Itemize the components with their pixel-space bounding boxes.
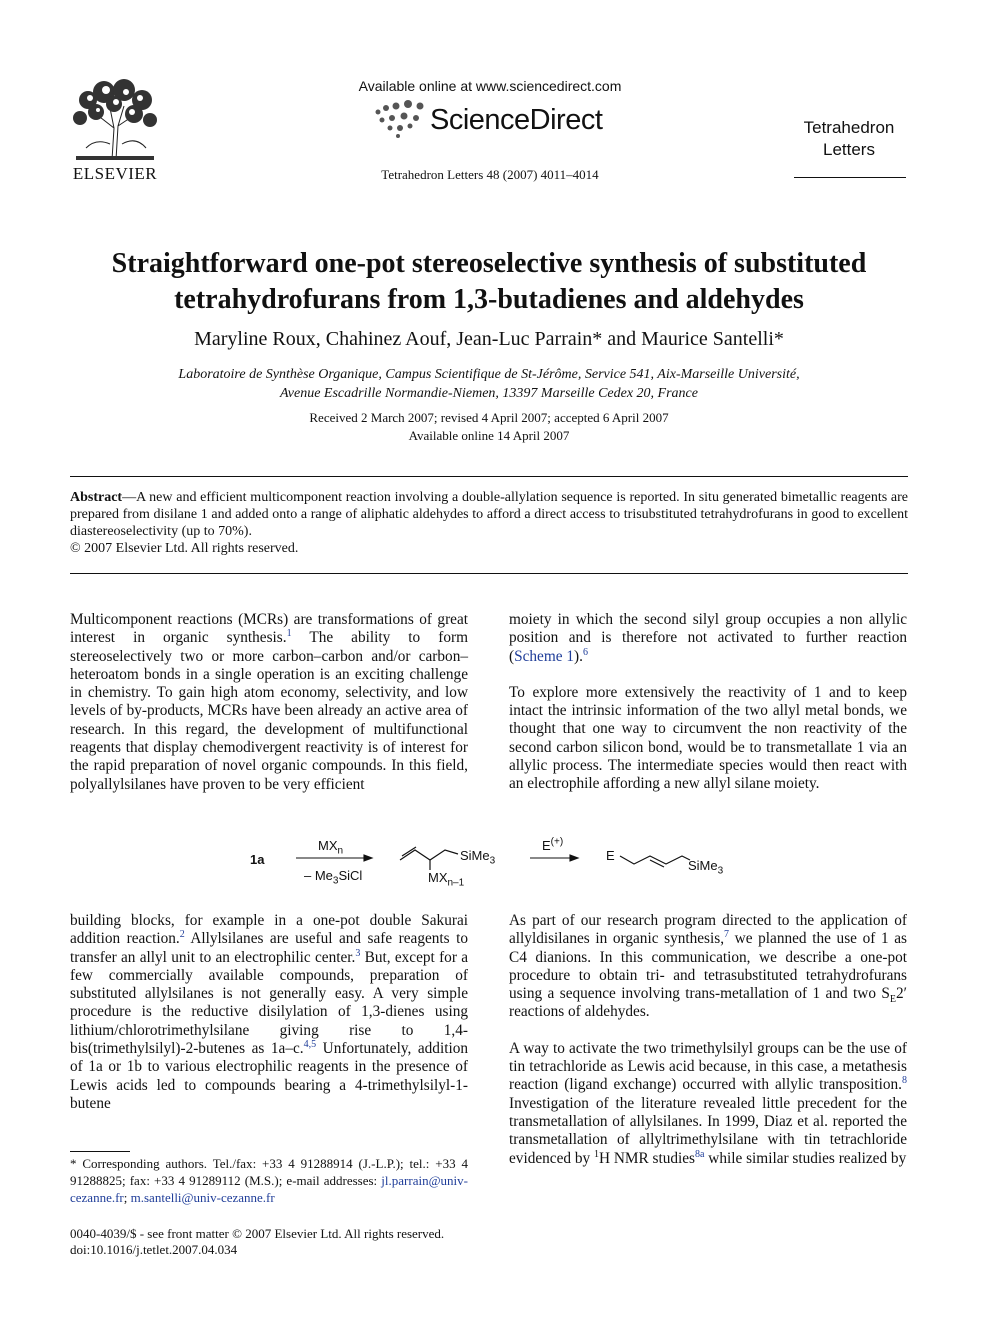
received-dates: Received 2 March 2007; revised 4 April 2007; accepted 6 April 2007: [309, 410, 669, 425]
abstract-copyright: © 2007 Elsevier Ltd. All rights reserved.: [70, 541, 299, 556]
left-column-top: [70, 611, 468, 812]
email-link-parrain[interactable]: jl.parrain@univ-cezanne.fr: [70, 1173, 468, 1205]
allyl-text-b: Allylsilanes are useful and safe reagents to transfer an allyl unit to an electrophilic center.: [70, 930, 469, 966]
abstract-text: —A new and efficient multicomponent reaction involving a double-allylation sequence is reported. In situ generated bimetallic reagents are prepared from disilane 1 and added onto a range of aliphatic aldehydes to afford a direct access to trisubstituted tetrahydrofurans in good to excellent diastereoselectivity (up to 70%).: [70, 490, 908, 539]
elsevier-logo: [66, 78, 164, 183]
affiliation: [70, 365, 908, 403]
research-text-c: 2′ reactions of aldehydes.: [509, 985, 907, 1021]
intro-text: Multicomponent reactions (MCRs) are transformations of great interest in organic synthesis.: [70, 611, 468, 647]
activate-text-b: Investigation of the literature revealed little precedent for the transmetallation of allylsilanes. In 1999, Diaz et al. reported the transmetallation of allyltrimethylsilane with tin tetrachloride evidenced by: [509, 1094, 907, 1167]
email-link-santelli[interactable]: m.santelli@univ-cezanne.fr: [130, 1190, 275, 1205]
paragraph-activate: [509, 1040, 907, 1168]
article-dates: [70, 409, 908, 445]
affiliation-line1: Laboratoire de Synthèse Organique, Campus Scientifique de St-Jérôme, Service 541, Aix-Marseille Université,: [178, 367, 800, 382]
activate-text-d: while similar studies realized by: [704, 1149, 907, 1167]
sciencedirect-dots-icon: [370, 98, 430, 144]
available-online[interactable]: Available online at www.sciencedirect.com: [358, 78, 622, 94]
paragraph-explore: To explore more extensively the reactivity of 1 and to keep intact the intrinsic information of the two allyl metal bonds, we thought that one way to circumvent the non reactivity of the second carbon silicon bond, would be to transmetallate 1 via an allylic process. The intermediate species would then react with an electrophile affording a new allyl silane moiety.: [509, 683, 907, 793]
paragraph-moiety: [509, 611, 907, 666]
scheme-1: [230, 830, 790, 890]
paragraph-allylsilanes: [70, 912, 468, 1113]
scheme-e-label: E: [606, 848, 615, 863]
elsevier-tree-icon: [66, 78, 164, 162]
article-title: [70, 246, 908, 318]
activate-text-c: H NMR studies: [598, 1149, 695, 1167]
front-matter: [70, 1226, 490, 1258]
research-text-b: we planned the use of 1 as C4 dianions. In this communication, we describe a one-pot procedure to obtain tri- and tetrasubstituted tetrahydrofurans using a sequence involving trans-metallation of 1 and two S: [509, 930, 907, 1003]
issn-line: 0040-4039/$ - see front matter © 2007 Elsevier Ltd. All rights reserved.: [70, 1226, 445, 1241]
paragraph-research: [509, 912, 907, 1022]
product-structure: [620, 856, 690, 867]
sciencedirect-wordmark: ScienceDirect: [430, 104, 603, 136]
ref-link-1[interactable]: 1: [286, 628, 292, 640]
research-text-a: As part of our research program directed to the application of allyldisilanes in organic synthesis,: [509, 912, 907, 948]
right-column-bottom: [509, 912, 907, 1186]
doi-line[interactable]: doi:10.1016/j.tetlet.2007.04.034: [70, 1242, 238, 1257]
ref-link-8[interactable]: 8: [902, 1075, 907, 1087]
abstract-bottom-rule: [70, 573, 908, 574]
journal-divider: [794, 177, 906, 178]
ref-link-7[interactable]: 7: [724, 929, 730, 941]
moiety-text: moiety in which the second silyl group occupies a non allylic position and is therefore not activated to further reaction (: [509, 611, 907, 665]
abstract-top-rule: [70, 476, 908, 477]
arrow-1-head: [364, 855, 372, 861]
allyl-text-d: Unfortunately, addition of 1a or 1b to various electrophilic reagents in the presence of Lewis acids led to compounds bearing a 4-trimethylsilyl-1-butene: [70, 1040, 469, 1112]
corresponding-footnote: [70, 1155, 468, 1206]
abstract-label: Abstract: [70, 490, 123, 505]
ref-link-6[interactable]: 6: [582, 646, 588, 658]
authors: Maryline Roux, Chahinez Aouf, Jean-Luc Parrain* and Maurice Santelli*: [194, 328, 784, 350]
right-column-top: [509, 611, 907, 812]
email-separator: ;: [123, 1190, 131, 1205]
ref-link-8a[interactable]: 8a: [695, 1148, 705, 1160]
scheme-sime3-2: SiMe$_3$: [688, 858, 724, 877]
ref-link-3[interactable]: 3: [355, 947, 361, 959]
footnote-rule: [70, 1151, 130, 1152]
abstract: [70, 489, 908, 557]
allyl-text-c: But, except for a few commercially available compounds, preparation of substituted allylsilanes is not generally easy. A very simple procedure is the reductive disilylation of 1,3-dienes using lithium/chlorotrimethylsilane giving rise to 1,4-bis(trimethylsilyl)-2-butenes as 1a–c.: [70, 948, 468, 1058]
journal-name-line2: Letters: [823, 140, 875, 159]
affiliation-line2: Avenue Escadrille Normandie-Niemen, 13397 Marseille Cedex 20, France: [280, 386, 698, 401]
scheme-byproduct: – $Me_3SiCl$: [304, 868, 363, 887]
available-date: Available online 14 April 2007: [408, 428, 570, 443]
title-line2: tetrahydrofurans from 1,3-butadienes and aldehydes: [174, 284, 804, 315]
title-line1: Straightforward one-pot stereoselective synthesis of substituted: [111, 248, 867, 279]
scheme-link[interactable]: Scheme 1: [514, 647, 575, 665]
scheme-mx: $MX_{n-1}$: [428, 870, 465, 889]
journal-name: [790, 117, 908, 161]
ref-link-2[interactable]: 2: [179, 929, 185, 941]
allyl-text-a: building blocks, for example in a one-pot double Sakurai addition reaction.: [70, 912, 468, 948]
ref-link-4-5[interactable]: 4,5: [303, 1038, 317, 1050]
scheme-reagent-2: E(+): [542, 836, 564, 853]
activate-text-a: A way to activate the two trimethylsilyl groups can be the use of tin tetrachloride as Lewis acid because, in this case, a metathesis reaction (ligand exchange) occurred with allylic transposition.: [509, 1039, 907, 1094]
scheme-reagent-1: $MX_n$: [318, 838, 344, 857]
paragraph-intro: [70, 611, 468, 794]
footnote-text: * Corresponding authors. Tel./fax: +33 4 91288914 (J.-L.P.); tel.: +33 4 91288825; fax: +33 4 91289112 (M.S.); e-mail addresses:: [70, 1156, 468, 1188]
sciencedirect-logo: [370, 98, 620, 144]
se-subscript: E: [889, 994, 896, 1006]
intermediate-structure: [400, 847, 458, 870]
scheme-sime3: SiMe$_3$: [460, 848, 496, 867]
arrow-2-head: [570, 855, 578, 861]
scheme-start-label: 1a: [250, 852, 265, 867]
nmr-superscript: 1: [593, 1148, 599, 1160]
moiety-text-end: ).: [574, 647, 583, 665]
journal-citation: Tetrahedron Letters 48 (2007) 4011–4014: [381, 167, 599, 182]
left-column-bottom: [70, 912, 468, 1131]
publisher-name: ELSEVIER: [72, 164, 158, 183]
journal-name-line1: Tetrahedron: [803, 118, 895, 137]
intro-text-cont: The ability to form stereoselectively two or more carbon–carbon and/or carbon–heteroatom bonds in a single operation is an exciting challenge in chemistry. To gain high atom economy, selectivity, and low levels of by-products, MCRs have been already an active area of research. In this regard, the development of multifunctional reagents that display chemodivergent reactivity is of interest for the rapid preparation of novel organic compounds. In this field, polyallylsilanes have proven to be very efficient: [70, 629, 468, 793]
